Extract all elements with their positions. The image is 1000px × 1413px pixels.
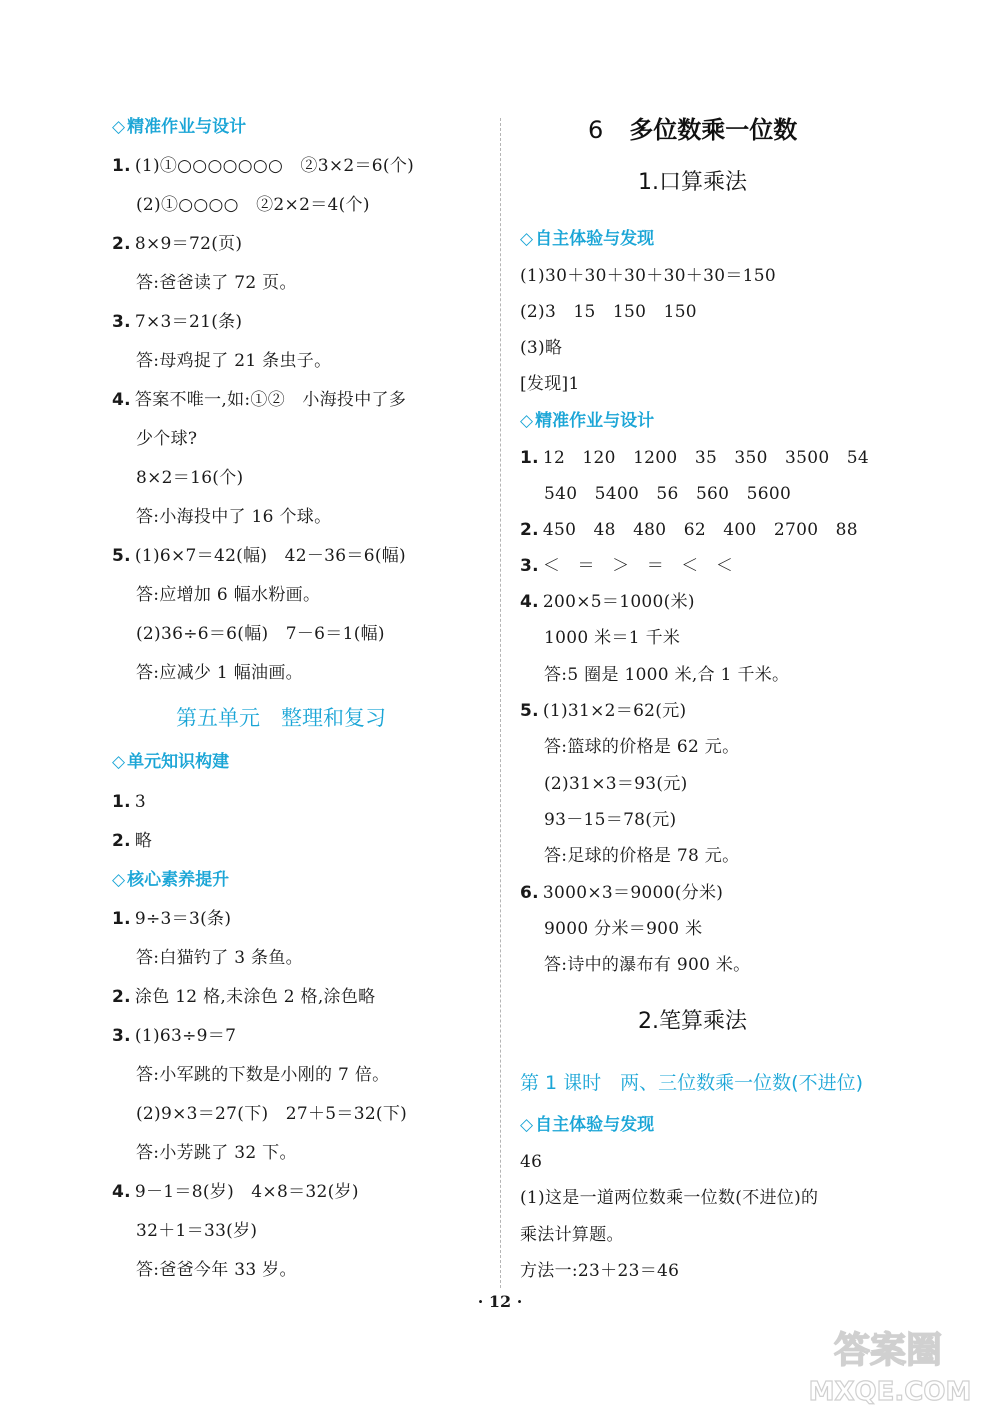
answer-line: 乘法计算题。: [520, 1225, 624, 1245]
section-heading: ◇ 精准作业与设计: [112, 117, 247, 137]
answer-line: [发现]1: [520, 374, 580, 394]
answer-line: 方法一:23＋23＝46: [520, 1261, 680, 1281]
diamond-icon: ◇: [112, 870, 126, 890]
answer-line: 答:小军跳的下数是小刚的 7 倍。: [136, 1065, 390, 1085]
answer-line: 5. (1)31×2＝62(元): [520, 701, 687, 721]
answer-line: (2)3 15 150 150: [520, 302, 697, 322]
answer-line: 6. 3000×3＝9000(分米): [520, 883, 724, 903]
answer-line: (2)31×3＝93(元): [544, 774, 688, 794]
lesson-title: 第 1 课时 两、三位数乘一位数(不进位): [520, 1072, 863, 1094]
subsection-title: 1.口算乘法: [638, 170, 747, 195]
answer-line: 9000 分米＝900 米: [544, 919, 703, 939]
answer-line: 32＋1＝33(岁): [136, 1221, 258, 1241]
diamond-icon: ◇: [112, 752, 126, 772]
answer-line: 答:应减少 1 幅油画。: [136, 663, 303, 683]
diamond-icon: ◇: [520, 229, 534, 249]
answer-line: 3. ＜ ＝ ＞ ＝ ＜ ＜: [520, 556, 734, 576]
answer-line: (1)30＋30＋30＋30＋30＝150: [520, 266, 776, 286]
answer-line: 1. 12 120 1200 35 350 3500 54: [520, 448, 870, 468]
diamond-icon: ◇: [520, 411, 534, 431]
unit-title: 第五单元 整理和复习: [176, 706, 386, 730]
watermark-logo: [800, 1328, 980, 1408]
answer-line: 3. (1)63÷9＝7: [112, 1026, 237, 1046]
answer-line: 46: [520, 1152, 543, 1172]
answer-line: 5. (1)6×7＝42(幅) 42－36＝6(幅): [112, 546, 406, 566]
diamond-icon: ◇: [112, 117, 126, 137]
answer-line: (2)①○○○○ ②2×2＝4(个): [136, 195, 370, 215]
answer-line: 答:白猫钓了 3 条鱼。: [136, 948, 303, 968]
section-heading: ◇ 自主体验与发现: [520, 1115, 655, 1135]
answer-line: 答:小芳跳了 32 下。: [136, 1143, 297, 1163]
section-heading: ◇ 核心素养提升: [112, 870, 230, 890]
answer-line: (2)36÷6＝6(幅) 7－6＝1(幅): [136, 624, 385, 644]
watermark-url: MXQE.COM: [808, 1377, 972, 1407]
answer-line: (3)略: [520, 338, 563, 358]
answer-line: 答:母鸡捉了 21 条虫子。: [136, 351, 332, 371]
answer-line: 答:诗中的瀑布有 900 米。: [544, 955, 751, 975]
section-heading: ◇ 自主体验与发现: [520, 229, 655, 249]
section-heading: ◇ 单元知识构建: [112, 752, 230, 772]
answer-line: 答:爸爸读了 72 页。: [136, 273, 297, 293]
answer-line: 4. 答案不唯一,如:①② 小海投中了多: [112, 390, 407, 410]
answer-line: 2. 涂色 12 格,未涂色 2 格,涂色略: [112, 987, 376, 1007]
answer-line: 1. (1)①○○○○○○○ ②3×2＝6(个): [112, 156, 415, 176]
answer-line: 4. 200×5＝1000(米): [520, 592, 695, 612]
answer-line: 2. 450 48 480 62 400 2700 88: [520, 520, 858, 540]
answer-line: 答:篮球的价格是 62 元。: [544, 737, 740, 757]
answer-line: (2)9×3＝27(下) 27＋5＝32(下): [136, 1104, 408, 1124]
column-divider: [500, 118, 501, 1288]
answer-line: 答:应增加 6 幅水粉画。: [136, 585, 321, 605]
answer-line: 答:足球的价格是 78 元。: [544, 846, 740, 866]
answer-line: 答:5 圈是 1000 米,合 1 千米。: [544, 665, 790, 685]
answer-line: 2. 8×9＝72(页): [112, 234, 243, 254]
answer-line: 8×2＝16(个): [136, 468, 244, 488]
answer-line: 少个球?: [136, 429, 198, 449]
answer-line: 2. 略: [112, 831, 153, 851]
subsection-title: 2.笔算乘法: [638, 1009, 747, 1034]
answer-line: 1000 米＝1 千米: [544, 628, 681, 648]
chapter-title: 6 多位数乘一位数: [588, 116, 798, 144]
diamond-icon: ◇: [520, 1115, 534, 1135]
answer-line: 93－15＝78(元): [544, 810, 677, 830]
answer-line: 3. 7×3＝21(条): [112, 312, 243, 332]
watermark-text: 答案圈: [833, 1330, 943, 1371]
answer-line: 答:小海投中了 16 个球。: [136, 507, 332, 527]
answer-line: 540 5400 56 560 5600: [544, 484, 792, 504]
answer-line: (1)这是一道两位数乘一位数(不进位)的: [520, 1188, 819, 1208]
answer-line: 1. 3: [112, 792, 147, 812]
answer-line: 1. 9÷3＝3(条): [112, 909, 232, 929]
page-number: · 12 ·: [477, 1292, 523, 1311]
answer-line: 答:爸爸今年 33 岁。: [136, 1260, 297, 1280]
section-heading: ◇ 精准作业与设计: [520, 411, 655, 431]
answer-line: 4. 9－1＝8(岁) 4×8＝32(岁): [112, 1182, 359, 1202]
